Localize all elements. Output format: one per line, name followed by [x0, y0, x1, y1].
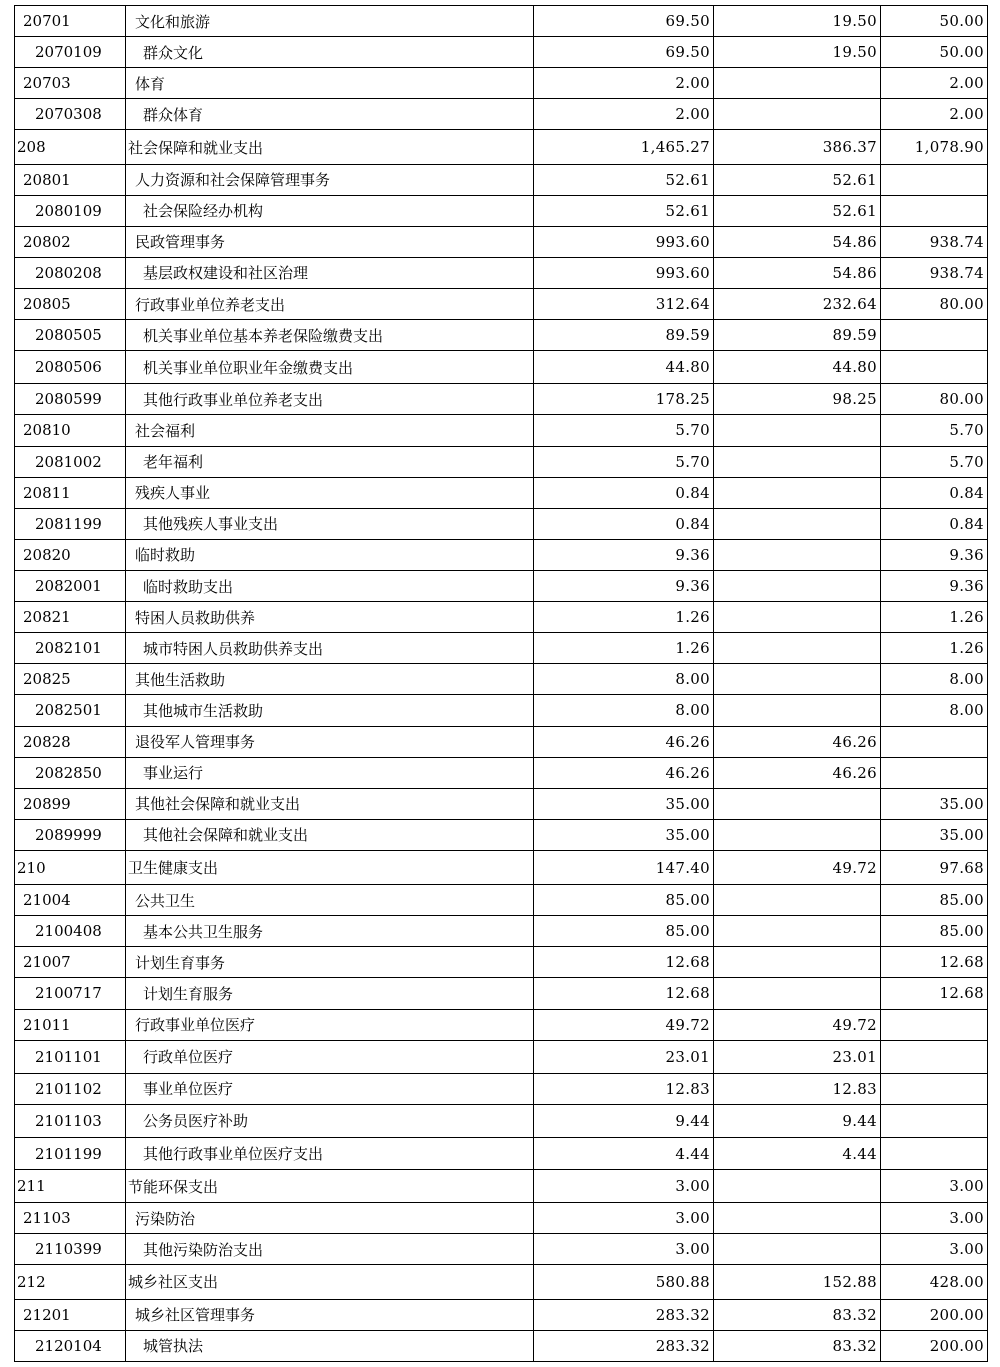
total-cell: 9.36 — [534, 539, 714, 570]
total-cell: 85.00 — [534, 885, 714, 916]
name-cell: 社会福利 — [126, 415, 534, 446]
project-expenditure-cell: 1,078.90 — [881, 130, 988, 164]
name-cell: 群众文化 — [126, 37, 534, 68]
code-cell: 20821 — [15, 602, 126, 633]
total-cell: 312.64 — [534, 289, 714, 320]
name-cell: 基层政权建设和社区治理 — [126, 257, 534, 288]
table-row — [15, 1170, 988, 1203]
total-cell: 3.00 — [534, 1170, 714, 1203]
total-cell: 5.70 — [534, 415, 714, 446]
total-cell: 283.32 — [534, 1330, 714, 1361]
basic-expenditure-cell — [714, 788, 881, 819]
basic-expenditure-cell: 49.72 — [714, 1009, 881, 1040]
project-expenditure-cell — [881, 351, 988, 384]
table-row — [15, 1137, 988, 1169]
code-cell: 2110399 — [15, 1234, 126, 1265]
project-expenditure-cell — [881, 195, 988, 226]
name-cell: 行政事业单位养老支出 — [126, 289, 534, 320]
name-cell: 其他社会保障和就业支出 — [126, 819, 534, 850]
total-cell: 178.25 — [534, 384, 714, 415]
basic-expenditure-cell — [714, 978, 881, 1009]
code-cell: 2080208 — [15, 257, 126, 288]
code-cell: 21201 — [15, 1299, 126, 1330]
basic-expenditure-cell — [714, 415, 881, 446]
table-row — [15, 195, 988, 226]
table-row — [15, 384, 988, 415]
project-expenditure-cell — [881, 757, 988, 788]
basic-expenditure-cell: 12.83 — [714, 1073, 881, 1104]
name-cell: 事业单位医疗 — [126, 1073, 534, 1104]
code-cell: 21007 — [15, 947, 126, 978]
table-row — [15, 99, 988, 130]
code-cell: 2082501 — [15, 695, 126, 726]
basic-expenditure-cell — [714, 916, 881, 947]
basic-expenditure-cell: 89.59 — [714, 320, 881, 351]
name-cell: 行政单位医疗 — [126, 1040, 534, 1073]
project-expenditure-cell: 1.26 — [881, 633, 988, 664]
basic-expenditure-cell: 46.26 — [714, 726, 881, 757]
table-row — [15, 289, 988, 320]
basic-expenditure-cell: 83.32 — [714, 1330, 881, 1361]
total-cell: 85.00 — [534, 916, 714, 947]
table-row — [15, 1073, 988, 1104]
basic-expenditure-cell — [714, 1203, 881, 1234]
basic-expenditure-cell — [714, 446, 881, 477]
basic-expenditure-cell: 52.61 — [714, 195, 881, 226]
basic-expenditure-cell: 49.72 — [714, 850, 881, 884]
basic-expenditure-cell: 19.50 — [714, 6, 881, 37]
table-body — [15, 6, 988, 1362]
name-cell: 节能环保支出 — [126, 1170, 534, 1203]
total-cell: 1.26 — [534, 633, 714, 664]
total-cell: 8.00 — [534, 695, 714, 726]
basic-expenditure-cell: 52.61 — [714, 164, 881, 195]
basic-expenditure-cell: 46.26 — [714, 757, 881, 788]
project-expenditure-cell: 50.00 — [881, 37, 988, 68]
name-cell: 公共卫生 — [126, 885, 534, 916]
total-cell: 23.01 — [534, 1040, 714, 1073]
table-row — [15, 757, 988, 788]
code-cell: 211 — [15, 1170, 126, 1203]
name-cell: 其他生活救助 — [126, 664, 534, 695]
total-cell: 8.00 — [534, 664, 714, 695]
code-cell: 2081199 — [15, 508, 126, 539]
table-row — [15, 226, 988, 257]
name-cell: 其他行政事业单位养老支出 — [126, 384, 534, 415]
name-cell: 行政事业单位医疗 — [126, 1009, 534, 1040]
total-cell: 1.26 — [534, 602, 714, 633]
total-cell: 4.44 — [534, 1137, 714, 1169]
project-expenditure-cell: 5.70 — [881, 446, 988, 477]
total-cell: 993.60 — [534, 257, 714, 288]
name-cell: 机关事业单位基本养老保险缴费支出 — [126, 320, 534, 351]
name-cell: 其他城市生活救助 — [126, 695, 534, 726]
table-row — [15, 1203, 988, 1234]
name-cell: 机关事业单位职业年金缴费支出 — [126, 351, 534, 384]
project-expenditure-cell: 8.00 — [881, 695, 988, 726]
project-expenditure-cell — [881, 1040, 988, 1073]
table-row — [15, 37, 988, 68]
basic-expenditure-cell: 152.88 — [714, 1265, 881, 1299]
code-cell: 2101101 — [15, 1040, 126, 1073]
code-cell: 2080109 — [15, 195, 126, 226]
name-cell: 人力资源和社会保障管理事务 — [126, 164, 534, 195]
table-row — [15, 130, 988, 164]
project-expenditure-cell: 80.00 — [881, 384, 988, 415]
name-cell: 事业运行 — [126, 757, 534, 788]
table-row — [15, 1265, 988, 1299]
basic-expenditure-cell — [714, 695, 881, 726]
code-cell: 2101102 — [15, 1073, 126, 1104]
basic-expenditure-cell — [714, 885, 881, 916]
name-cell: 城乡社区管理事务 — [126, 1299, 534, 1330]
code-cell: 21103 — [15, 1203, 126, 1234]
name-cell: 特困人员救助供养 — [126, 602, 534, 633]
name-cell: 城市特困人员救助供养支出 — [126, 633, 534, 664]
code-cell: 212 — [15, 1265, 126, 1299]
table-row — [15, 257, 988, 288]
total-cell: 52.61 — [534, 195, 714, 226]
name-cell: 老年福利 — [126, 446, 534, 477]
name-cell: 城乡社区支出 — [126, 1265, 534, 1299]
table-row — [15, 633, 988, 664]
project-expenditure-cell: 0.84 — [881, 477, 988, 508]
total-cell: 0.84 — [534, 477, 714, 508]
project-expenditure-cell: 200.00 — [881, 1330, 988, 1361]
total-cell: 52.61 — [534, 164, 714, 195]
table-row — [15, 68, 988, 99]
project-expenditure-cell — [881, 1009, 988, 1040]
total-cell: 69.50 — [534, 37, 714, 68]
project-expenditure-cell: 97.68 — [881, 850, 988, 884]
project-expenditure-cell: 938.74 — [881, 226, 988, 257]
basic-expenditure-cell — [714, 819, 881, 850]
name-cell: 体育 — [126, 68, 534, 99]
total-cell: 12.83 — [534, 1073, 714, 1104]
table-row — [15, 570, 988, 601]
name-cell: 残疾人事业 — [126, 477, 534, 508]
basic-expenditure-cell: 98.25 — [714, 384, 881, 415]
total-cell: 9.36 — [534, 570, 714, 601]
code-cell: 21011 — [15, 1009, 126, 1040]
table-row — [15, 6, 988, 37]
table-row — [15, 164, 988, 195]
basic-expenditure-cell: 54.86 — [714, 226, 881, 257]
project-expenditure-cell — [881, 726, 988, 757]
total-cell: 35.00 — [534, 788, 714, 819]
code-cell: 2081002 — [15, 446, 126, 477]
total-cell: 147.40 — [534, 850, 714, 884]
project-expenditure-cell: 938.74 — [881, 257, 988, 288]
project-expenditure-cell — [881, 1073, 988, 1104]
project-expenditure-cell: 9.36 — [881, 539, 988, 570]
total-cell: 3.00 — [534, 1203, 714, 1234]
code-cell: 20703 — [15, 68, 126, 99]
project-expenditure-cell: 3.00 — [881, 1170, 988, 1203]
project-expenditure-cell: 85.00 — [881, 916, 988, 947]
project-expenditure-cell: 80.00 — [881, 289, 988, 320]
table-row — [15, 477, 988, 508]
total-cell: 46.26 — [534, 757, 714, 788]
name-cell: 计划生育服务 — [126, 978, 534, 1009]
basic-expenditure-cell: 54.86 — [714, 257, 881, 288]
basic-expenditure-cell — [714, 68, 881, 99]
total-cell: 44.80 — [534, 351, 714, 384]
basic-expenditure-cell — [714, 947, 881, 978]
table-row — [15, 1009, 988, 1040]
table-row — [15, 1299, 988, 1330]
code-cell: 20899 — [15, 788, 126, 819]
table-row — [15, 1234, 988, 1265]
code-cell: 2080599 — [15, 384, 126, 415]
code-cell: 20805 — [15, 289, 126, 320]
basic-expenditure-cell: 23.01 — [714, 1040, 881, 1073]
name-cell: 计划生育事务 — [126, 947, 534, 978]
basic-expenditure-cell — [714, 99, 881, 130]
project-expenditure-cell — [881, 1104, 988, 1137]
table-row — [15, 320, 988, 351]
name-cell: 公务员医疗补助 — [126, 1104, 534, 1137]
name-cell: 民政管理事务 — [126, 226, 534, 257]
table-row — [15, 351, 988, 384]
name-cell: 社会保障和就业支出 — [126, 130, 534, 164]
name-cell: 污染防治 — [126, 1203, 534, 1234]
total-cell: 35.00 — [534, 819, 714, 850]
name-cell: 其他污染防治支出 — [126, 1234, 534, 1265]
code-cell: 21004 — [15, 885, 126, 916]
code-cell: 20810 — [15, 415, 126, 446]
name-cell: 群众体育 — [126, 99, 534, 130]
basic-expenditure-cell — [714, 1234, 881, 1265]
basic-expenditure-cell: 44.80 — [714, 351, 881, 384]
project-expenditure-cell: 9.36 — [881, 570, 988, 601]
basic-expenditure-cell: 386.37 — [714, 130, 881, 164]
total-cell: 9.44 — [534, 1104, 714, 1137]
project-expenditure-cell: 2.00 — [881, 99, 988, 130]
code-cell: 2120104 — [15, 1330, 126, 1361]
table-row — [15, 885, 988, 916]
project-expenditure-cell: 12.68 — [881, 978, 988, 1009]
table-row — [15, 695, 988, 726]
basic-expenditure-cell — [714, 602, 881, 633]
name-cell: 其他残疾人事业支出 — [126, 508, 534, 539]
name-cell: 其他行政事业单位医疗支出 — [126, 1137, 534, 1169]
basic-expenditure-cell: 83.32 — [714, 1299, 881, 1330]
project-expenditure-cell: 8.00 — [881, 664, 988, 695]
code-cell: 2101103 — [15, 1104, 126, 1137]
project-expenditure-cell — [881, 1137, 988, 1169]
table-row — [15, 819, 988, 850]
table-row — [15, 726, 988, 757]
name-cell: 卫生健康支出 — [126, 850, 534, 884]
code-cell: 2082850 — [15, 757, 126, 788]
code-cell: 20701 — [15, 6, 126, 37]
code-cell: 20820 — [15, 539, 126, 570]
name-cell: 基本公共卫生服务 — [126, 916, 534, 947]
basic-expenditure-cell — [714, 570, 881, 601]
basic-expenditure-cell: 19.50 — [714, 37, 881, 68]
total-cell: 5.70 — [534, 446, 714, 477]
table-row — [15, 947, 988, 978]
table-row — [15, 850, 988, 884]
table-row — [15, 508, 988, 539]
basic-expenditure-cell — [714, 477, 881, 508]
code-cell: 2070308 — [15, 99, 126, 130]
name-cell: 临时救助 — [126, 539, 534, 570]
total-cell: 89.59 — [534, 320, 714, 351]
code-cell: 2070109 — [15, 37, 126, 68]
table-row — [15, 602, 988, 633]
table-row — [15, 1104, 988, 1137]
code-cell: 2080505 — [15, 320, 126, 351]
total-cell: 283.32 — [534, 1299, 714, 1330]
code-cell: 20802 — [15, 226, 126, 257]
basic-expenditure-cell: 4.44 — [714, 1137, 881, 1169]
total-cell: 12.68 — [534, 978, 714, 1009]
budget-expenditure-table — [14, 5, 988, 1362]
project-expenditure-cell — [881, 320, 988, 351]
basic-expenditure-cell — [714, 508, 881, 539]
table-row — [15, 916, 988, 947]
project-expenditure-cell: 3.00 — [881, 1234, 988, 1265]
total-cell: 1,465.27 — [534, 130, 714, 164]
name-cell: 文化和旅游 — [126, 6, 534, 37]
total-cell: 69.50 — [534, 6, 714, 37]
total-cell: 3.00 — [534, 1234, 714, 1265]
project-expenditure-cell: 50.00 — [881, 6, 988, 37]
code-cell: 2082101 — [15, 633, 126, 664]
project-expenditure-cell: 200.00 — [881, 1299, 988, 1330]
name-cell: 社会保险经办机构 — [126, 195, 534, 226]
table-row — [15, 539, 988, 570]
code-cell: 208 — [15, 130, 126, 164]
table-row — [15, 446, 988, 477]
name-cell: 其他社会保障和就业支出 — [126, 788, 534, 819]
basic-expenditure-cell — [714, 633, 881, 664]
basic-expenditure-cell: 232.64 — [714, 289, 881, 320]
project-expenditure-cell — [881, 164, 988, 195]
name-cell: 临时救助支出 — [126, 570, 534, 601]
code-cell: 2080506 — [15, 351, 126, 384]
project-expenditure-cell: 1.26 — [881, 602, 988, 633]
code-cell: 2100408 — [15, 916, 126, 947]
table-row — [15, 415, 988, 446]
code-cell: 20828 — [15, 726, 126, 757]
name-cell: 退役军人管理事务 — [126, 726, 534, 757]
project-expenditure-cell: 428.00 — [881, 1265, 988, 1299]
total-cell: 2.00 — [534, 99, 714, 130]
total-cell: 993.60 — [534, 226, 714, 257]
table-row — [15, 978, 988, 1009]
project-expenditure-cell: 3.00 — [881, 1203, 988, 1234]
total-cell: 46.26 — [534, 726, 714, 757]
table-row — [15, 664, 988, 695]
total-cell: 0.84 — [534, 508, 714, 539]
project-expenditure-cell: 35.00 — [881, 819, 988, 850]
code-cell: 2100717 — [15, 978, 126, 1009]
total-cell: 12.68 — [534, 947, 714, 978]
code-cell: 2101199 — [15, 1137, 126, 1169]
project-expenditure-cell: 2.00 — [881, 68, 988, 99]
table-row — [15, 1040, 988, 1073]
total-cell: 580.88 — [534, 1265, 714, 1299]
code-cell: 20811 — [15, 477, 126, 508]
total-cell: 2.00 — [534, 68, 714, 99]
project-expenditure-cell: 12.68 — [881, 947, 988, 978]
total-cell: 49.72 — [534, 1009, 714, 1040]
basic-expenditure-cell — [714, 539, 881, 570]
name-cell: 城管执法 — [126, 1330, 534, 1361]
table-row — [15, 1330, 988, 1361]
code-cell: 20801 — [15, 164, 126, 195]
table-row — [15, 788, 988, 819]
project-expenditure-cell: 0.84 — [881, 508, 988, 539]
code-cell: 20825 — [15, 664, 126, 695]
code-cell: 2082001 — [15, 570, 126, 601]
project-expenditure-cell: 85.00 — [881, 885, 988, 916]
code-cell: 2089999 — [15, 819, 126, 850]
basic-expenditure-cell — [714, 664, 881, 695]
project-expenditure-cell: 35.00 — [881, 788, 988, 819]
project-expenditure-cell: 5.70 — [881, 415, 988, 446]
basic-expenditure-cell: 9.44 — [714, 1104, 881, 1137]
code-cell: 210 — [15, 850, 126, 884]
basic-expenditure-cell — [714, 1170, 881, 1203]
